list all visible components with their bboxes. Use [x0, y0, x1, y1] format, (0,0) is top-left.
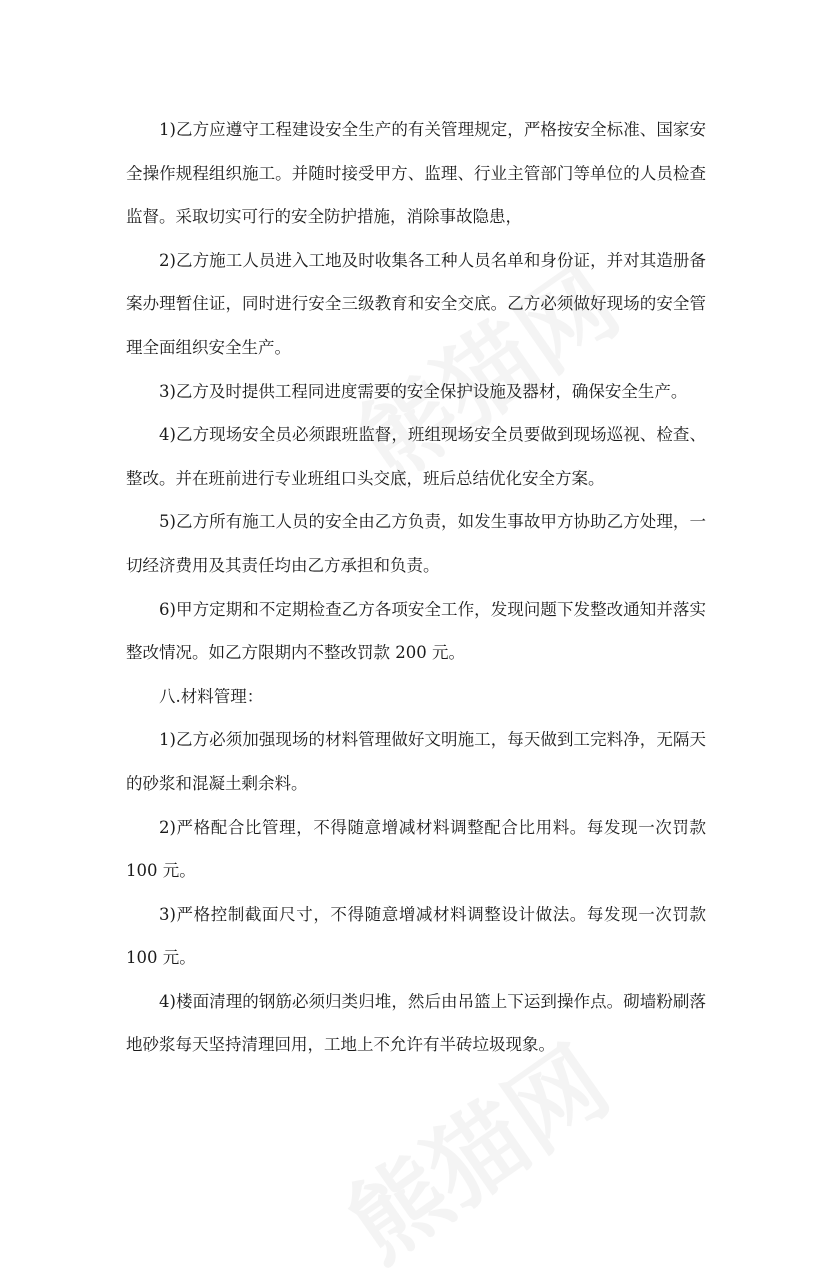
paragraph-safety-6: 6)甲方定期和不定期检查乙方各项安全工作，发现问题下发整改通知并落实整改情况。如乙方限期内不整改罚款 200 元。 [126, 599, 706, 663]
paragraph-safety-1: 1)乙方应遵守工程建设安全生产的有关管理规定，严格按安全标准、国家安全操作规程组织施工。并随时接受甲方、监理、行业主管部门等单位的人员检查监督。采取切实可行的安全防护措施，消除事故隐患， [126, 120, 706, 227]
paragraph-safety-2: 2)乙方施工人员进入工地及时收集各工种人员名单和身份证，并对其造册备案办理暂住证，同时进行安全三级教育和安全交底。乙方必须做好现场的安全管理全面组织安全生产。 [126, 250, 706, 357]
paragraph-safety-3: 3)乙方及时提供工程同进度需要的安全保护设施及器材，确保安全生产。 [159, 381, 688, 401]
paragraph-safety-5: 5)乙方所有施工人员的安全由乙方负责，如发生事故甲方协助乙方处理，一切经济费用及其责任均由乙方承担和负责。 [126, 512, 706, 575]
section-heading-materials: 八.材料管理： [159, 686, 264, 706]
document-body [126, 108, 706, 1067]
paragraph-materials-2: 2)严格配合比管理，不得随意增减材料调整配合比用料。每发现一次罚款 100 元。 [126, 817, 706, 881]
paragraph-safety-4: 4)乙方现场安全员必须跟班监督，班组现场安全员要做到现场巡视、检查、整改。并在班前进行专业班组口头交底，班后总结优化安全方案。 [126, 425, 706, 488]
paragraph-materials-1: 1)乙方必须加强现场的材料管理做好文明施工，每天做到工完料净，无隔天的砂浆和混凝土剩余料。 [126, 730, 706, 793]
paragraph-materials-3: 3)严格控制截面尺寸，不得随意增减材料调整设计做法。每发现一次罚款 100 元。 [126, 904, 706, 968]
paragraph-materials-4: 4)楼面清理的钢筋必须归类归堆，然后由吊篮上下运到操作点。砌墙粉刷落地砂浆每天坚持清理回用，工地上不允许有半砖垃圾现象。 [126, 991, 706, 1055]
